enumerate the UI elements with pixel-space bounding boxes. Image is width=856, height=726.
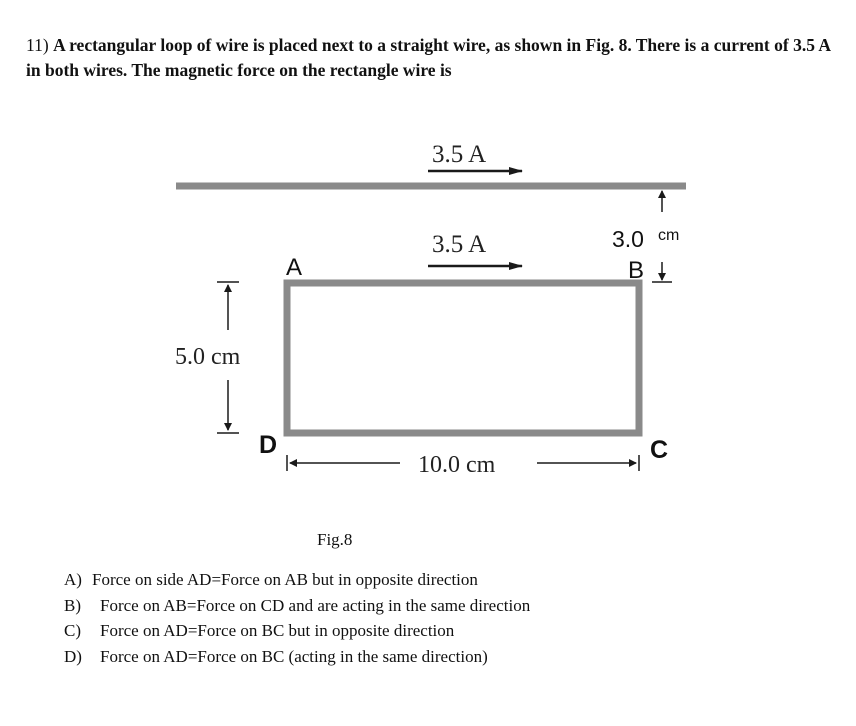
answer-options bbox=[64, 567, 530, 669]
option-letter: C) bbox=[64, 621, 81, 640]
option-letter: B) bbox=[64, 595, 81, 615]
question-number: 11) bbox=[26, 35, 49, 55]
figure-caption: Fig.8 bbox=[317, 530, 353, 549]
separation-unit: cm bbox=[658, 227, 680, 244]
loop-current-label: 3.5 A bbox=[432, 231, 487, 258]
option-text: Force on side AD=Force on AB but in opposite direction bbox=[92, 570, 478, 589]
corner-b-label: B bbox=[628, 257, 645, 284]
option-text: Force on AD=Force on BC but in opposite direction bbox=[100, 621, 455, 640]
option-d[interactable] bbox=[64, 644, 530, 670]
top-current-label: 3.5 A bbox=[432, 141, 487, 168]
option-text: Force on AD=Force on BC (acting in the same direction) bbox=[100, 646, 488, 666]
option-c[interactable] bbox=[64, 618, 530, 644]
option-b[interactable] bbox=[64, 593, 530, 619]
separation-value: 3.0 bbox=[612, 226, 644, 252]
corner-c-label: C bbox=[650, 436, 669, 464]
height-label: 5.0 cm bbox=[175, 344, 241, 370]
option-text: Force on AB=Force on CD and are acting in the same direction bbox=[100, 595, 531, 615]
rectangular-loop bbox=[287, 283, 639, 433]
question-body: A rectangular loop of wire is placed next to a straight wire, as shown in Fig. 8. There is a current of 3.5 A in both wires. The magnetic force on the rectangle wire is bbox=[26, 35, 831, 80]
corner-d-label: D bbox=[259, 431, 278, 459]
option-a[interactable] bbox=[64, 567, 530, 593]
option-letter: D) bbox=[64, 646, 82, 666]
option-letter: A) bbox=[64, 570, 82, 589]
corner-a-label: A bbox=[286, 254, 303, 281]
width-label: 10.0 cm bbox=[418, 452, 496, 478]
